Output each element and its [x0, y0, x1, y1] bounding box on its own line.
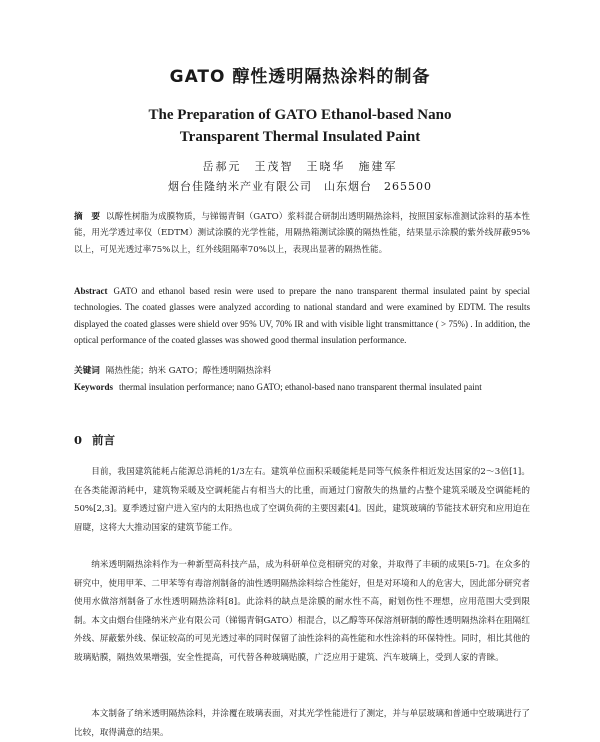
abstract-english-label: Abstract	[74, 286, 108, 296]
chinese-title: GATO 醇性透明隔热涂料的制备	[169, 67, 431, 87]
keywords-english-text: thermal insulation performance; nano GATO; ethanol-based nano transparent thermal insulated paint	[119, 382, 482, 392]
abstract-chinese-text: 以醇性树脂为成膜物质，与锑锡青铜（GATO）浆料混合研制出透明隔热涂料，按照国家标准测试涂料的基本性能，用光学透过率仪（EDTM）测试涂膜的光学性能，用隔热箱测试涂膜的隔热性能，结果显示涂膜的紫外线屏蔽95%以上，可见光透过率75%以上，红外线阻隔率70%以上，表现出显著的隔热性能。	[74, 212, 530, 255]
section-heading	[74, 432, 115, 448]
section-title: 前言	[92, 433, 116, 447]
keywords-english-label: Keywords	[74, 382, 113, 392]
keywords-chinese	[74, 363, 530, 379]
abstract-english	[74, 283, 530, 349]
abstract-chinese-label: 摘 要	[74, 212, 100, 222]
body-paragraph-2: 纳米透明隔热涂料作为一种新型高科技产品，成为科研单位竞相研究的对象，并取得了丰硕的成果[5-7]。在众多的研究中，使用甲苯、二甲苯等有毒溶剂制备的油性透明隔热涂料综合性能好，但是对环境和人的危害大，因此部分研究者使用水做溶剂制备了水性透明隔热涂料[8]。此涂料的缺点是涂膜的耐水性不高，耐划伤性不理想，应用范围大受到限制。本文由烟台佳隆纳米产业有限公司（锑锡青铜GATO）相混合，以乙醇等环保溶剂研制的醇性透明隔热涂料在阻隔红外线、屏蔽紫外线、保证较高的可见光透过率的同时保留了油性涂料的高性能和水性涂料的环保特性。同时，相比其他的玻璃贴膜，隔热效果增强，安全性提高，可代替各种玻璃贴膜，广泛应用于建筑、汽车玻璃上，受到人家的青睐。	[74, 560, 530, 663]
keywords-english	[74, 379, 530, 395]
section-number: 0	[74, 433, 83, 447]
abstract-chinese	[74, 209, 530, 258]
keywords-chinese-text: 隔热性能；纳米 GATO；醇性透明隔热涂料	[105, 366, 272, 376]
english-title-line-1: The Preparation of GATO Ethanol-based Nano	[148, 107, 452, 123]
keywords-chinese-label: 关键词	[74, 366, 100, 376]
english-title-line-2: Transparent Thermal Insulated Paint	[179, 129, 421, 145]
abstract-english-text: GATO and ethanol based resin were used to prepare the nano transparent thermal insulated paint by special technologies. The coated glasses were analyzed according to national standard and were examined by EDTM. The results displayed the coated glasses were shield over 95% UV, 70% IR and with visible light transmittance ( > 75%) . In addition, the optical performance of the coated glasses was showed good thermal insulation performance.	[74, 286, 530, 346]
body-paragraph-3: 本文制备了纳米透明隔热涂料，并涂覆在玻璃表面，对其光学性能进行了测定，并与单层玻璃和普通中空玻璃进行了比较，取得满意的结果。	[74, 709, 530, 738]
english-title	[0, 104, 600, 148]
affiliation: 烟台佳隆纳米产业有限公司 山东烟台 265500	[168, 180, 432, 193]
body-paragraph-1: 目前，我国建筑能耗占能源总消耗的1/3左右。建筑单位面积采暖能耗是同等气候条件相近发达国家的2～3倍[1]。在各类能源消耗中，建筑物采暖及空调耗能占有相当大的比重，而通过门窗散失的热量约占整个建筑采暖及空调能耗的50%[2,3]。夏季透过窗户进入室内的太阳热也成了空调负荷的主要因素[4]。因此，建筑玻璃的节能技术研究和应用迫在眉睫，这将大大推动国家的建筑节能工作。	[74, 467, 530, 533]
authors: 岳郝元 王茂智 王晓华 施建军	[202, 160, 398, 173]
